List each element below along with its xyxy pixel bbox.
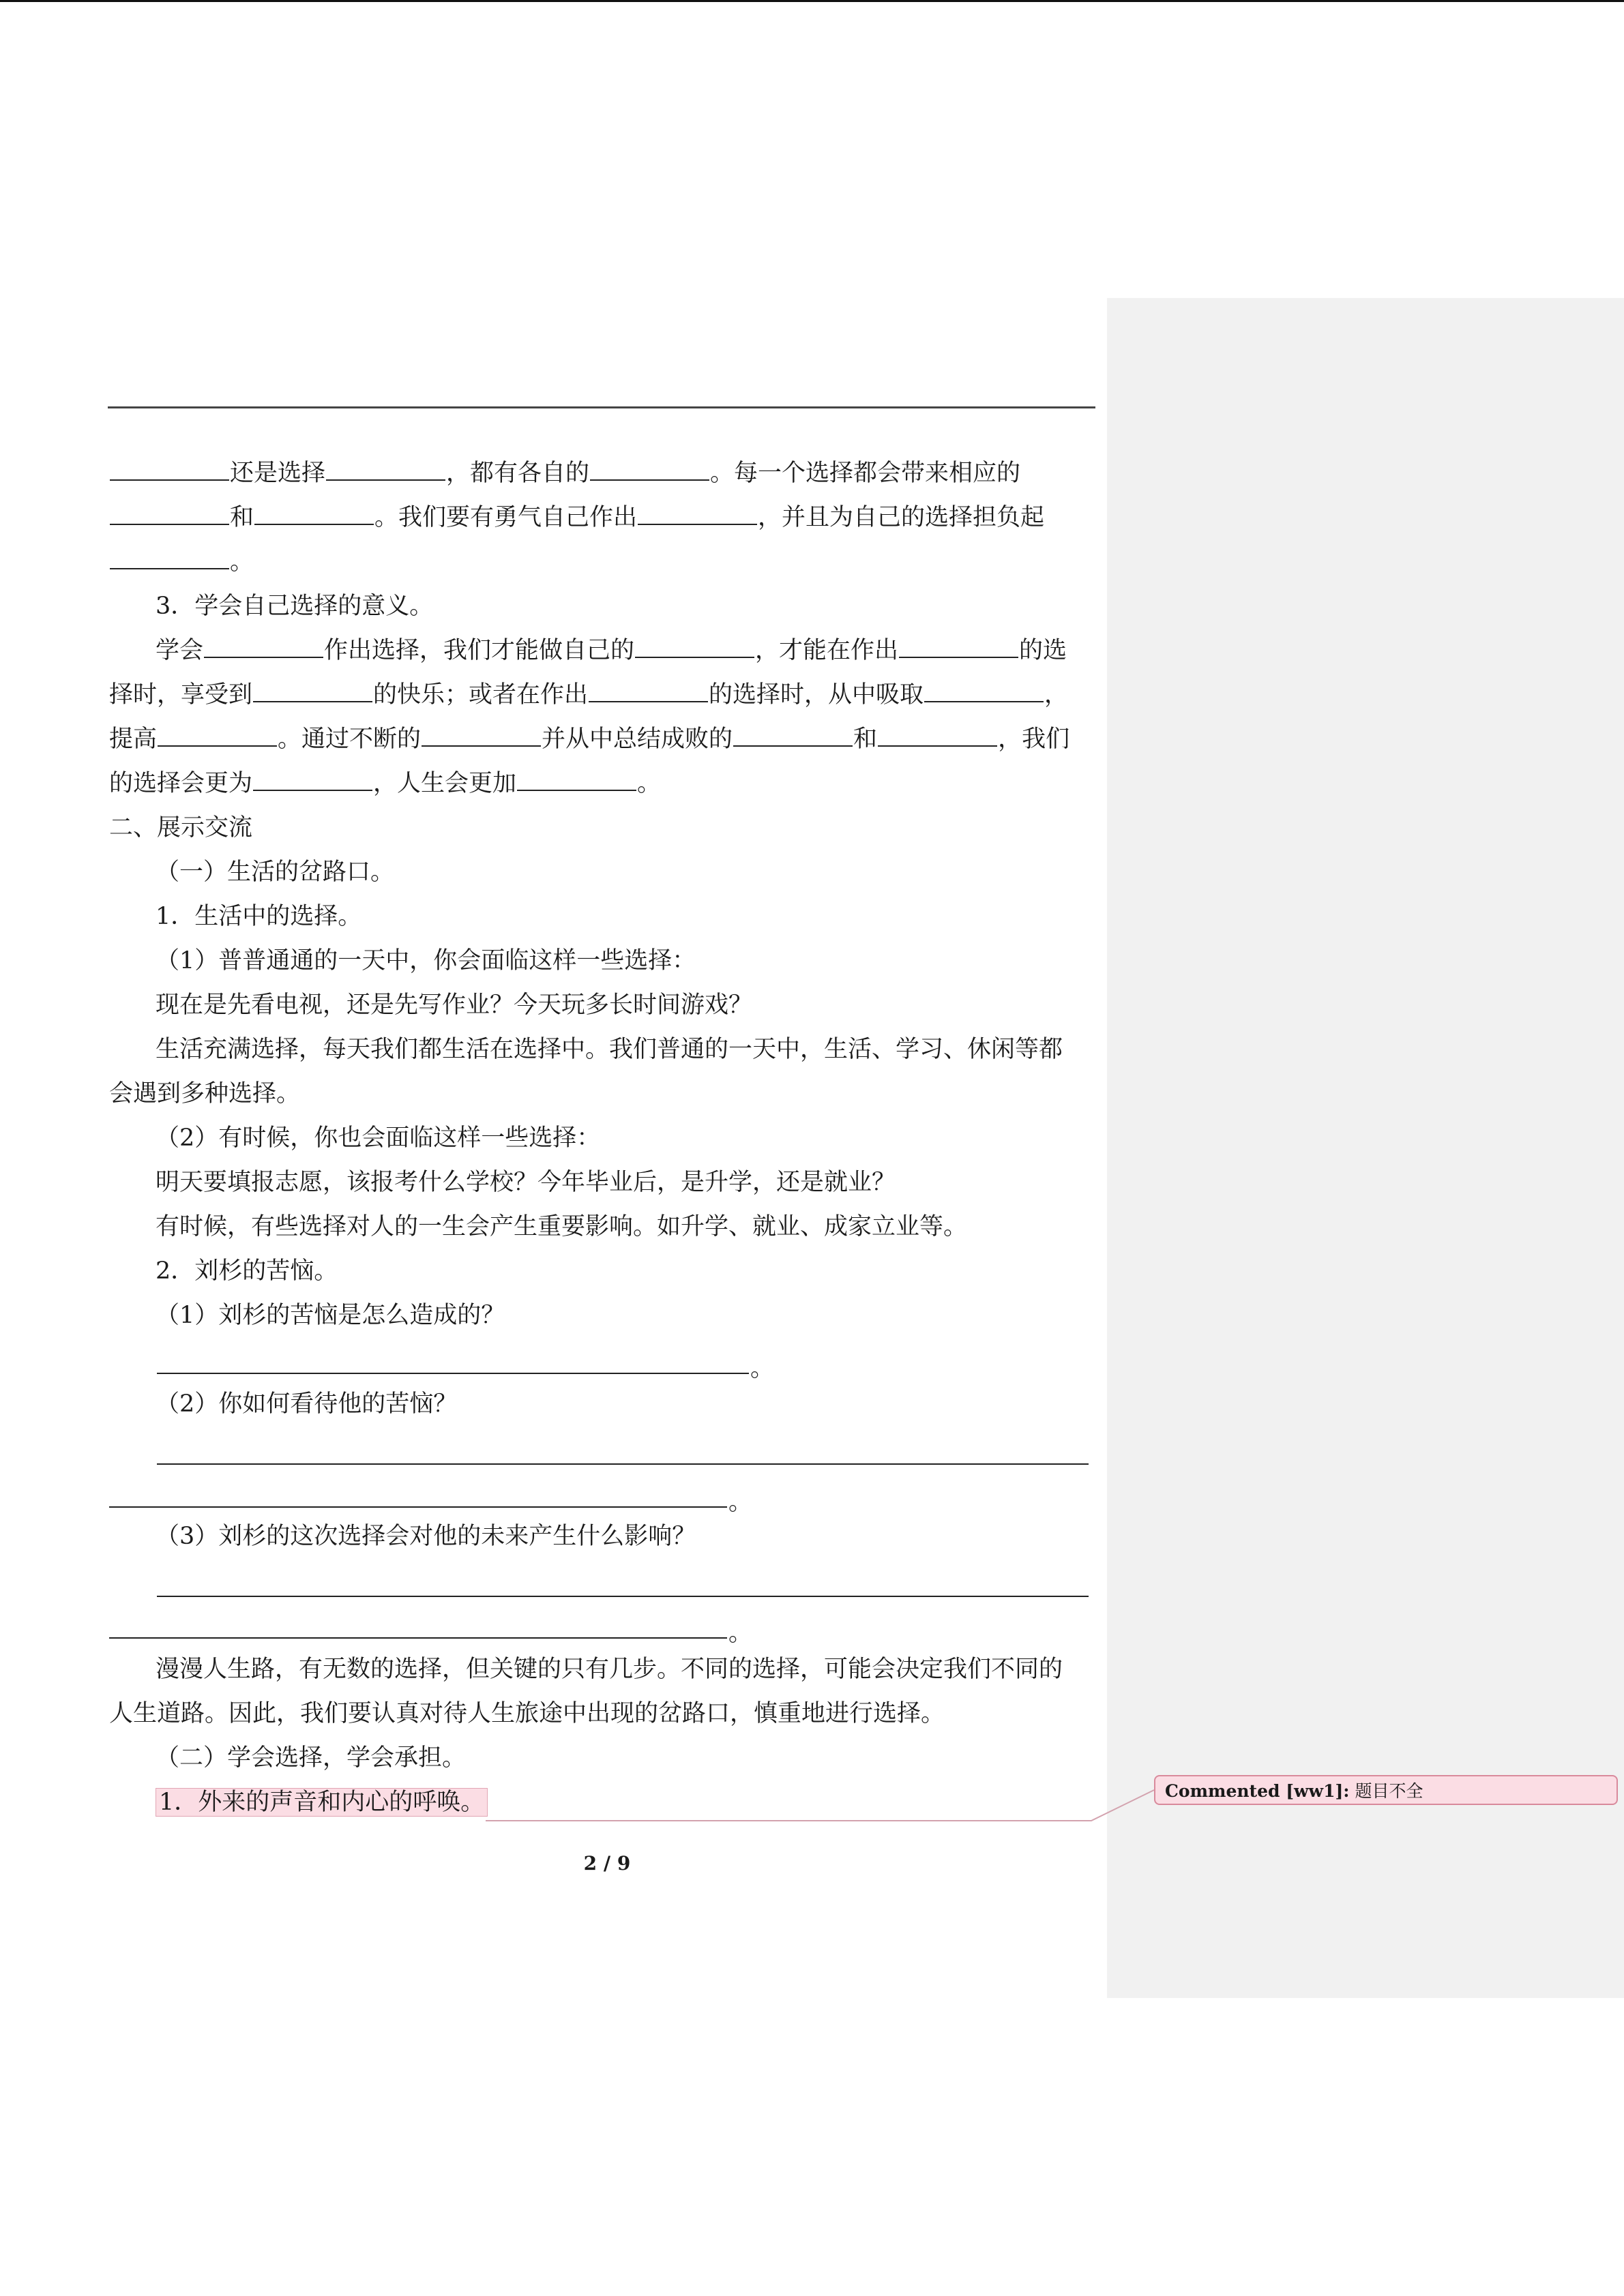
text-line: 和 。我们要有勇气自己作出 ，并且为自己的选择担负起 — [109, 496, 1078, 539]
subheading: 1．生活中的选择。 — [156, 903, 362, 930]
period: 。 — [750, 1355, 775, 1382]
question: （1）刘杉的苦恼是怎么造成的？ — [156, 1302, 505, 1329]
text-line: 提高 。通过不断的 并从中总结成败的 和 ，我们 — [109, 717, 1078, 761]
text-line: 现在是先看电视，还是先写作业？今天玩多长时间游戏？ — [156, 992, 753, 1019]
page-number: 2 / 9 — [583, 1852, 631, 1875]
text-line: 漫漫人生路，有无数的选择，但关键的只有几步。不同的选择，可能会决定我们不同的 — [156, 1656, 1063, 1683]
commented-text[interactable]: 1．外来的声音和内心的呼唤。 — [156, 1780, 1124, 1824]
comment-balloon[interactable] — [1154, 1775, 1618, 1805]
period: 。 — [728, 1489, 753, 1516]
period: 。 — [728, 1620, 753, 1647]
text-line: 的选择会更为 ，人生会更加 。 — [109, 762, 1078, 805]
text-line: （2）有时候，你也会面临这样一些选择： — [156, 1124, 601, 1152]
subheading: （二）学会选择，学会承担。 — [156, 1744, 467, 1772]
subheading: （一）生活的岔路口。 — [156, 859, 395, 886]
text-line: 择时，享受到 的快乐；或者在作出 的选择时，从中吸取 ， — [109, 673, 1078, 717]
section-heading: 二、展示交流 — [109, 814, 253, 841]
subheading: 2．刘杉的苦恼。 — [156, 1257, 338, 1285]
text-line: 还是选择 ，都有各自的 。每一个选择都会带来相应的 — [109, 451, 1078, 495]
text-line: 学会 作出选择，我们才能做自己的 ，才能在作出 的选 — [156, 629, 1124, 672]
text-line: 明天要填报志愿，该报考什么学校？今年毕业后，是升学，还是就业？ — [156, 1169, 896, 1196]
text-line: 。 — [109, 540, 1078, 584]
question: （2）你如何看待他的苦恼？ — [156, 1390, 458, 1418]
text-line: 会遇到多种选择。 — [109, 1080, 301, 1107]
text-line: 人生道路。因此，我们要认真对待人生旅途中出现的岔路口，慎重地进行选择。 — [109, 1700, 945, 1727]
question: （3）刘杉的这次选择会对他的未来产生什么影响？ — [156, 1523, 696, 1550]
comment-text: 题目不全 — [1355, 1781, 1423, 1801]
subheading: 3．学会自己选择的意义。 — [156, 593, 434, 620]
text-line: （1）普普通通的一天中，你会面临这样一些选择： — [156, 947, 696, 974]
text-line: 有时候，有些选择对人的一生会产生重要影响。如升学、就业、成家立业等。 — [156, 1213, 968, 1240]
text-line: 生活充满选择，每天我们都生活在选择中。我们普通的一天中，生活、学习、休闲等都 — [156, 1036, 1063, 1063]
comment-label: Commented [ww1]: — [1165, 1781, 1350, 1801]
